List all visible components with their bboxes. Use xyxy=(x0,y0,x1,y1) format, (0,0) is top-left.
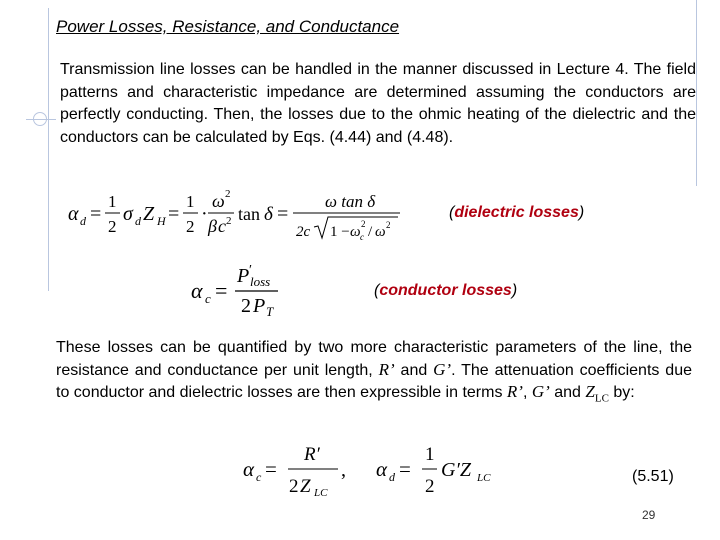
svg-text:c: c xyxy=(218,216,226,236)
svg-text:ω: ω xyxy=(375,224,386,240)
svg-text:=: = xyxy=(90,203,102,225)
svg-text:2: 2 xyxy=(186,217,195,236)
var-r-prime: R’ xyxy=(378,359,395,379)
svg-text:β: β xyxy=(208,216,217,236)
svg-text:ω: ω xyxy=(350,224,361,240)
svg-text:c: c xyxy=(360,232,364,242)
svg-text:T: T xyxy=(266,304,274,318)
svg-text:2: 2 xyxy=(386,220,391,230)
svg-text:α: α xyxy=(243,457,255,481)
dielectric-loss-equation xyxy=(60,180,410,242)
svg-text:α: α xyxy=(376,457,388,481)
svg-text:2: 2 xyxy=(226,215,232,227)
conductor-loss-equation xyxy=(185,262,295,318)
svg-text:=: = xyxy=(277,203,289,225)
svg-text:=: = xyxy=(168,203,180,225)
svg-text:LC: LC xyxy=(314,487,328,499)
decor-line-right xyxy=(696,0,697,186)
svg-text:1 −: 1 − xyxy=(330,224,350,240)
svg-text:loss: loss xyxy=(250,274,271,289)
svg-text:ω tan δ: ω tan δ xyxy=(325,192,376,211)
svg-text:Z: Z xyxy=(143,203,155,225)
svg-text:tan: tan xyxy=(238,204,260,224)
svg-text:=: = xyxy=(399,457,411,481)
svg-text:d: d xyxy=(135,214,141,228)
var-g-prime: G’ xyxy=(433,359,452,379)
svg-text:δ: δ xyxy=(264,204,273,225)
svg-text:d: d xyxy=(389,470,395,484)
svg-text:1: 1 xyxy=(186,192,195,211)
second-paragraph: These losses can be quantified by two more characteristic parameters of the line, the resistance and conductance per unit length, R’ and G’. The attenuation coefficients due to conductor and dielectric losses are then expressible in terms R’, G’ and $Z_{LC}$ by: xyxy=(56,339,692,405)
svg-text:1: 1 xyxy=(425,444,435,465)
svg-text:1: 1 xyxy=(108,192,117,211)
svg-text:d: d xyxy=(80,214,86,228)
page-number: 29 xyxy=(642,508,656,522)
svg-text:,: , xyxy=(341,459,346,481)
decor-line-top xyxy=(48,8,49,291)
slide-title: Power Losses, Resistance, and Conductance xyxy=(56,17,400,36)
svg-text:c: c xyxy=(205,291,211,306)
svg-text:/: / xyxy=(368,224,373,240)
var-z-lc: $Z_{LC}$ xyxy=(585,382,609,405)
svg-text:2: 2 xyxy=(108,217,117,236)
svg-text:LC: LC xyxy=(477,472,491,484)
svg-text:2: 2 xyxy=(361,219,366,229)
svg-text:Z: Z xyxy=(300,476,311,497)
dielectric-losses-label: (dielectric losses) xyxy=(449,204,585,221)
svg-text:′: ′ xyxy=(249,263,253,278)
svg-text:H: H xyxy=(157,214,166,228)
intro-paragraph: Transmission line losses can be handled in the manner discussed in Lecture 4. The field patterns and characteristic impedance are determined assuming the conductors are perfectly conducting. Then, the losses due to the ohmic heating of the dielectric and the conductors can be calculated by Eqs. (4.44) and (4.48). xyxy=(60,61,696,146)
svg-text:σ: σ xyxy=(123,203,133,225)
svg-text:2c: 2c xyxy=(296,224,311,240)
svg-text:c: c xyxy=(256,470,262,484)
svg-text:R′: R′ xyxy=(304,444,320,465)
svg-text:G′Z: G′Z xyxy=(441,459,471,481)
svg-text:·: · xyxy=(201,203,208,225)
svg-text:2: 2 xyxy=(425,476,435,497)
conductor-losses-label: (conductor losses) xyxy=(374,282,518,299)
svg-text:=: = xyxy=(215,278,228,303)
svg-text:α: α xyxy=(68,203,79,225)
svg-text:2: 2 xyxy=(241,295,251,317)
svg-text:α: α xyxy=(191,278,203,303)
svg-text:ω: ω xyxy=(212,191,225,211)
decor-circle xyxy=(33,112,47,126)
attenuation-equations xyxy=(238,438,518,500)
svg-text:=: = xyxy=(265,457,277,481)
svg-text:2: 2 xyxy=(289,476,299,497)
equation-number: (5.51) xyxy=(632,468,674,485)
svg-text:2: 2 xyxy=(225,188,231,200)
svg-text:P: P xyxy=(237,265,250,287)
svg-text:P: P xyxy=(253,295,266,317)
